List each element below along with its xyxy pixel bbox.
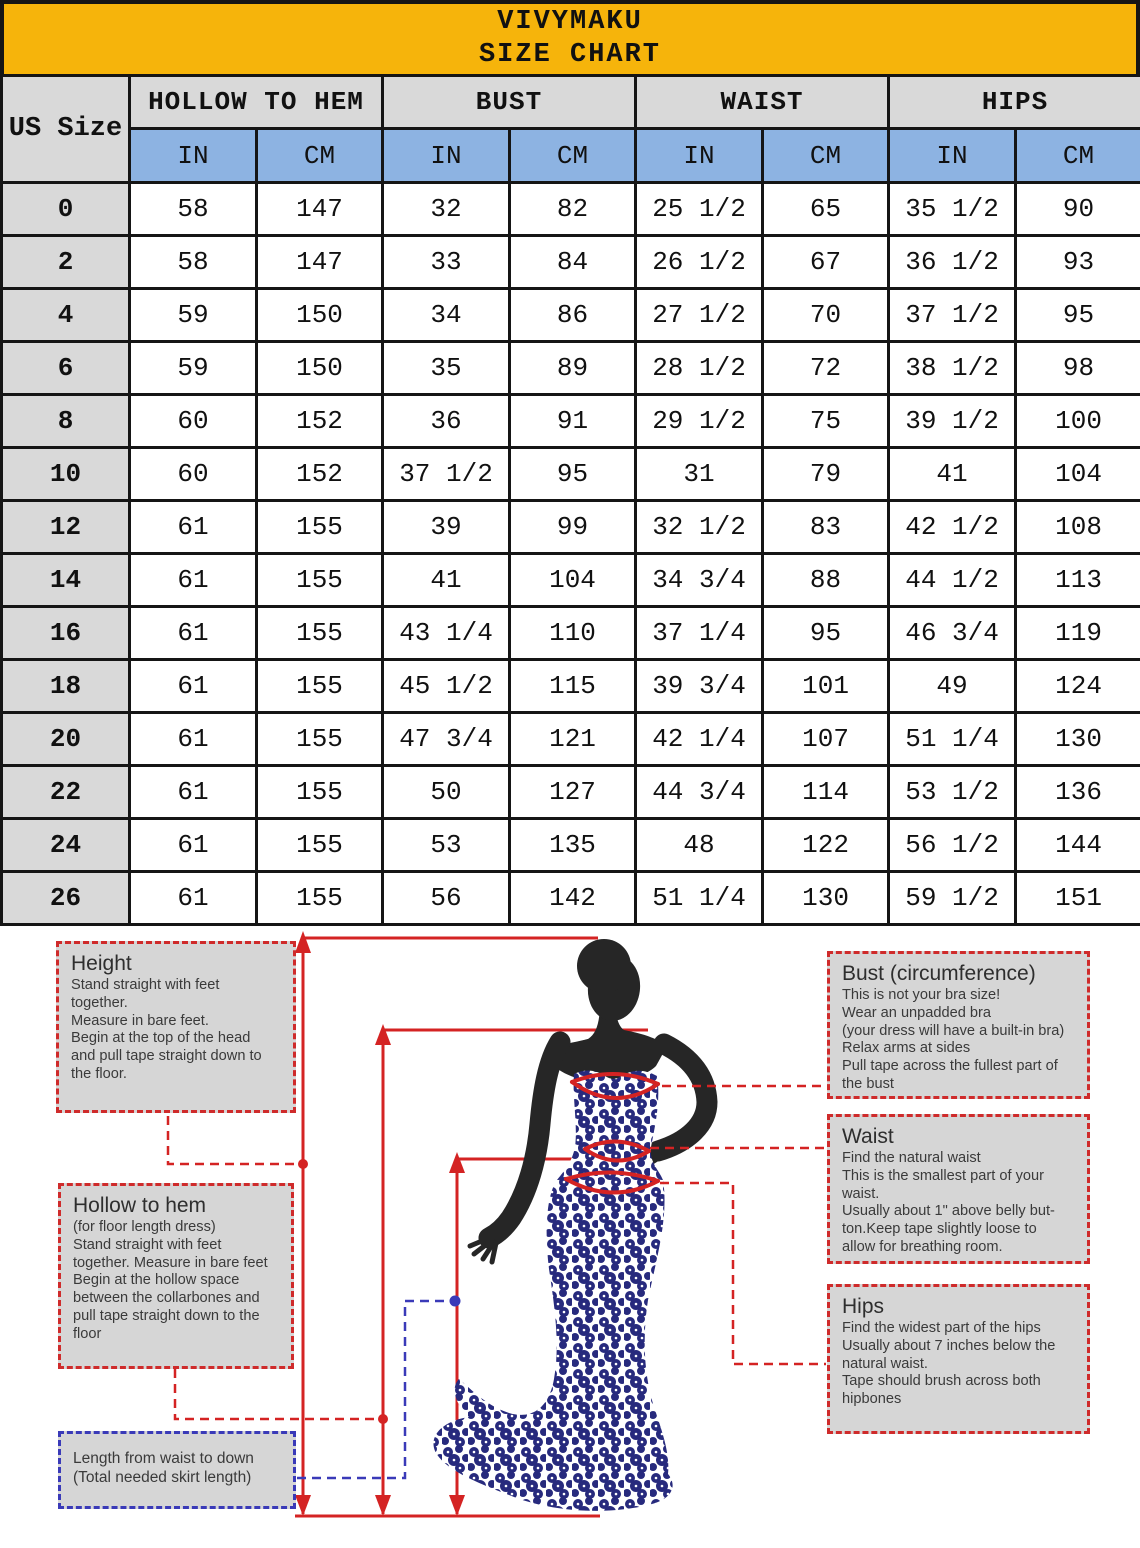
us-size-cell: 10 (2, 448, 130, 501)
measurement-cell: 60 (130, 448, 257, 501)
measurement-cell: 93 (1016, 236, 1140, 289)
unit-header: IN (130, 129, 257, 183)
table-row (2, 236, 1140, 289)
table-row (2, 660, 1140, 713)
table-row (2, 501, 1140, 554)
size-table-body (2, 183, 1140, 925)
us-size-cell: 20 (2, 713, 130, 766)
table-row (2, 713, 1140, 766)
measurement-cell: 99 (510, 501, 636, 554)
measurement-cell: 37 1/2 (383, 448, 510, 501)
measurement-cell: 37 1/4 (636, 607, 763, 660)
instruction-line: (for floor length dress) (73, 1219, 216, 1235)
measurement-cell: 151 (1016, 872, 1140, 925)
table-row (2, 872, 1140, 925)
measurement-cell: 110 (510, 607, 636, 660)
instruction-line: waist. (842, 1185, 880, 1202)
us-size-cell: 24 (2, 819, 130, 872)
instruction-line: pull tape straight down to the (73, 1307, 260, 1324)
measurement-cell: 53 1/2 (889, 766, 1016, 819)
mermaid-dress (433, 1070, 672, 1510)
measurement-cell: 46 3/4 (889, 607, 1016, 660)
instruction-line: Find the natural waist (842, 1150, 981, 1166)
instruction-line: between the collarbones and (73, 1290, 260, 1307)
us-size-cell: 4 (2, 289, 130, 342)
measurement-cell: 35 1/2 (889, 183, 1016, 236)
instruction-line: floor (73, 1325, 102, 1342)
box-title: Height (71, 952, 132, 975)
measurement-cell: 49 (889, 660, 1016, 713)
measurement-cell: 51 1/4 (636, 872, 763, 925)
measurement-cell: 150 (257, 289, 383, 342)
us-size-cell: 26 (2, 872, 130, 925)
measurement-cell: 42 1/2 (889, 501, 1016, 554)
measurement-cell: 29 1/2 (636, 395, 763, 448)
table-row (2, 289, 1140, 342)
measurement-cell: 88 (763, 554, 889, 607)
brand-name: VIVYMAKU (497, 7, 643, 38)
instruction-line: This is not your bra size! (842, 987, 1001, 1003)
measurement-cell: 45 1/2 (383, 660, 510, 713)
measurement-cell: 36 (383, 395, 510, 448)
skirt-length-instruction-box (58, 1431, 296, 1509)
instruction-line: Relax arms at sides (842, 1040, 971, 1057)
instruction-line: Find the widest part of the hips (842, 1320, 1041, 1336)
bust-instruction-box (827, 951, 1090, 1099)
measurement-cell: 35 (383, 342, 510, 395)
instruction-line: Usually about 1" above belly but- (842, 1203, 1055, 1220)
box-title: Waist (842, 1125, 894, 1148)
table-row (2, 766, 1140, 819)
box-body (71, 977, 283, 1084)
measurement-cell: 142 (510, 872, 636, 925)
waist-header: WAIST (636, 76, 889, 129)
us-size-cell: 16 (2, 607, 130, 660)
table-row (2, 554, 1140, 607)
measurement-cell: 155 (257, 554, 383, 607)
instruction-line: natural waist. (842, 1355, 928, 1372)
bust-header: BUST (383, 76, 636, 129)
measurement-cell: 56 1/2 (889, 819, 1016, 872)
measurement-cell: 61 (130, 713, 257, 766)
us-size-cell: 8 (2, 395, 130, 448)
measurement-cell: 107 (763, 713, 889, 766)
us-size-cell: 18 (2, 660, 130, 713)
measurement-cell: 72 (763, 342, 889, 395)
measurement-cell: 95 (510, 448, 636, 501)
measurement-cell: 70 (763, 289, 889, 342)
measurement-cell: 124 (1016, 660, 1140, 713)
instruction-line: together. Measure in bare feet (73, 1254, 268, 1271)
measurement-cell: 27 1/2 (636, 289, 763, 342)
instruction-line: Stand straight with feet (73, 1236, 222, 1253)
measurement-cell: 53 (383, 819, 510, 872)
hips-instruction-box (827, 1284, 1090, 1434)
height-anchor-dot (298, 1159, 308, 1169)
us-size-cell: 22 (2, 766, 130, 819)
measurement-cell: 147 (257, 183, 383, 236)
measurement-cell: 155 (257, 766, 383, 819)
measurement-cell: 58 (130, 183, 257, 236)
unit-header: CM (763, 129, 889, 183)
unit-header: CM (257, 129, 383, 183)
measurement-cell: 83 (763, 501, 889, 554)
us-size-cell: 12 (2, 501, 130, 554)
waist-instruction-box (827, 1114, 1090, 1264)
measurement-cell: 90 (1016, 183, 1140, 236)
measurement-cell: 155 (257, 501, 383, 554)
measurement-cell: 130 (763, 872, 889, 925)
measurement-cell: 39 (383, 501, 510, 554)
measurement-cell: 32 1/2 (636, 501, 763, 554)
measurement-cell: 33 (383, 236, 510, 289)
measurement-cell: 37 1/2 (889, 289, 1016, 342)
measurement-cell: 121 (510, 713, 636, 766)
measurement-cell: 108 (1016, 501, 1140, 554)
box-body (842, 1320, 1077, 1409)
hips-box-connector (660, 1183, 826, 1364)
chart-title: SIZE CHART (478, 39, 662, 70)
measurement-cell: 34 (383, 289, 510, 342)
measurement-cell: 104 (510, 554, 636, 607)
hollow-anchor-dot (378, 1414, 388, 1424)
instruction-line: allow for breathing room. (842, 1238, 1003, 1255)
instruction-line: ton.Keep tape slightly loose to (842, 1221, 1037, 1238)
instruction-line: Pull tape across the fullest part of (842, 1058, 1058, 1075)
table-row (2, 395, 1140, 448)
measurement-cell: 42 1/4 (636, 713, 763, 766)
unit-header: IN (383, 129, 510, 183)
measurement-cell: 152 (257, 395, 383, 448)
instruction-line: Measure in bare feet. (71, 1012, 209, 1029)
measurement-cell: 43 1/4 (383, 607, 510, 660)
measurement-cell: 32 (383, 183, 510, 236)
skirt-length-anchor-dot (450, 1296, 461, 1307)
box-title: Bust (circumference) (842, 962, 1036, 985)
measurement-cell: 41 (383, 554, 510, 607)
table-row (2, 448, 1140, 501)
hollow-to-hem-instruction-box (58, 1183, 294, 1369)
measurement-cell: 41 (889, 448, 1016, 501)
measurement-cell: 104 (1016, 448, 1140, 501)
box-body (73, 1219, 281, 1344)
hips-header: HIPS (889, 76, 1140, 129)
measurement-cell: 31 (636, 448, 763, 501)
instruction-line: Begin at the top of the head (71, 1030, 251, 1047)
measurement-cell: 136 (1016, 766, 1140, 819)
instruction-line: Begin at the hollow space (73, 1272, 240, 1289)
measurement-cell: 150 (257, 342, 383, 395)
measurement-cell: 91 (510, 395, 636, 448)
table-row (2, 607, 1140, 660)
measurement-cell: 59 1/2 (889, 872, 1016, 925)
box-body (842, 1150, 1077, 1257)
measurement-cell: 61 (130, 554, 257, 607)
instruction-line: Length from waist to down (73, 1450, 254, 1467)
box-body (842, 987, 1077, 1094)
measurement-cell: 95 (1016, 289, 1140, 342)
table-row (2, 819, 1140, 872)
measurement-cell: 114 (763, 766, 889, 819)
measurement-cell: 25 1/2 (636, 183, 763, 236)
measurement-cell: 65 (763, 183, 889, 236)
hollow-box-connector (175, 1369, 377, 1419)
us-size-cell: 6 (2, 342, 130, 395)
measurement-cell: 155 (257, 872, 383, 925)
measurement-cell: 155 (257, 713, 383, 766)
size-chart-table (0, 74, 1140, 926)
measurement-cell: 47 3/4 (383, 713, 510, 766)
measurement-cell: 127 (510, 766, 636, 819)
measurement-cell: 36 1/2 (889, 236, 1016, 289)
measurement-cell: 101 (763, 660, 889, 713)
measurement-cell: 155 (257, 660, 383, 713)
box-body (73, 1450, 283, 1488)
measurement-cell: 61 (130, 607, 257, 660)
measurement-cell: 147 (257, 236, 383, 289)
measurement-cell: 50 (383, 766, 510, 819)
measurement-cell: 86 (510, 289, 636, 342)
unit-header: CM (1016, 129, 1140, 183)
measurement-cell: 61 (130, 819, 257, 872)
table-row (2, 342, 1140, 395)
measurement-cell: 59 (130, 342, 257, 395)
measurement-cell: 119 (1016, 607, 1140, 660)
hair-bun (577, 939, 631, 993)
instruction-line: and pull tape straight down to (71, 1048, 262, 1065)
measurement-cell: 155 (257, 607, 383, 660)
us-size-cell: 2 (2, 236, 130, 289)
measurement-cell: 82 (510, 183, 636, 236)
measurement-cell: 100 (1016, 395, 1140, 448)
instruction-line: the floor. (71, 1065, 127, 1082)
instruction-line: (Total needed skirt length) (73, 1468, 252, 1486)
us-size-cell: 0 (2, 183, 130, 236)
height-box-connector (168, 1116, 298, 1164)
instruction-line: (your dress will have a built-in bra) (842, 1022, 1065, 1039)
measurement-cell: 26 1/2 (636, 236, 763, 289)
measurement-cell: 39 1/2 (889, 395, 1016, 448)
measurement-cell: 61 (130, 766, 257, 819)
unit-header: IN (636, 129, 763, 183)
skirt-length-connector (297, 1301, 452, 1478)
measurement-cell: 28 1/2 (636, 342, 763, 395)
measurement-cell: 122 (763, 819, 889, 872)
measurement-cell: 152 (257, 448, 383, 501)
measurement-cell: 75 (763, 395, 889, 448)
us-size-header: US Size (2, 76, 130, 183)
table-row (2, 183, 1140, 236)
instruction-line: This is the smallest part of your (842, 1167, 1044, 1184)
unit-header-row (2, 129, 1140, 183)
measurement-cell: 39 3/4 (636, 660, 763, 713)
height-instruction-box (56, 941, 296, 1113)
instruction-line: together. (71, 994, 128, 1011)
measurement-cell: 60 (130, 395, 257, 448)
brand-banner (0, 0, 1140, 78)
measurement-cell: 79 (763, 448, 889, 501)
measurement-cell: 98 (1016, 342, 1140, 395)
measurement-cell: 130 (1016, 713, 1140, 766)
box-title: Hollow to hem (73, 1194, 207, 1217)
measurement-cell: 59 (130, 289, 257, 342)
measurement-cell: 56 (383, 872, 510, 925)
measurement-cell: 58 (130, 236, 257, 289)
measurement-cell: 44 3/4 (636, 766, 763, 819)
instruction-line: the bust (842, 1075, 894, 1092)
hollow-to-hem-header: HOLLOW TO HEM (130, 76, 383, 129)
measurement-cell: 95 (763, 607, 889, 660)
measurement-cell: 61 (130, 660, 257, 713)
measurement-cell: 89 (510, 342, 636, 395)
us-size-cell: 14 (2, 554, 130, 607)
measurement-cell: 67 (763, 236, 889, 289)
measurement-cell: 48 (636, 819, 763, 872)
measurement-cell: 155 (257, 819, 383, 872)
measurement-cell: 61 (130, 872, 257, 925)
measurement-cell: 135 (510, 819, 636, 872)
instruction-line: Wear an unpadded bra (842, 1004, 992, 1021)
measurement-cell: 38 1/2 (889, 342, 1016, 395)
group-header-row (2, 76, 1140, 129)
measurement-cell: 144 (1016, 819, 1140, 872)
instruction-line: Usually about 7 inches below the (842, 1337, 1056, 1354)
unit-header: IN (889, 129, 1016, 183)
box-title: Hips (842, 1295, 885, 1318)
measurement-cell: 34 3/4 (636, 554, 763, 607)
measurement-cell: 44 1/2 (889, 554, 1016, 607)
measurement-cell: 113 (1016, 554, 1140, 607)
instruction-line: Stand straight with feet (71, 977, 220, 993)
measurement-cell: 115 (510, 660, 636, 713)
measurement-diagram (0, 926, 1140, 1539)
measurement-cell: 51 1/4 (889, 713, 1016, 766)
unit-header: CM (510, 129, 636, 183)
measurement-cell: 61 (130, 501, 257, 554)
measurement-cell: 84 (510, 236, 636, 289)
instruction-line: Tape should brush across both (842, 1373, 1041, 1390)
instruction-line: hipbones (842, 1391, 902, 1408)
